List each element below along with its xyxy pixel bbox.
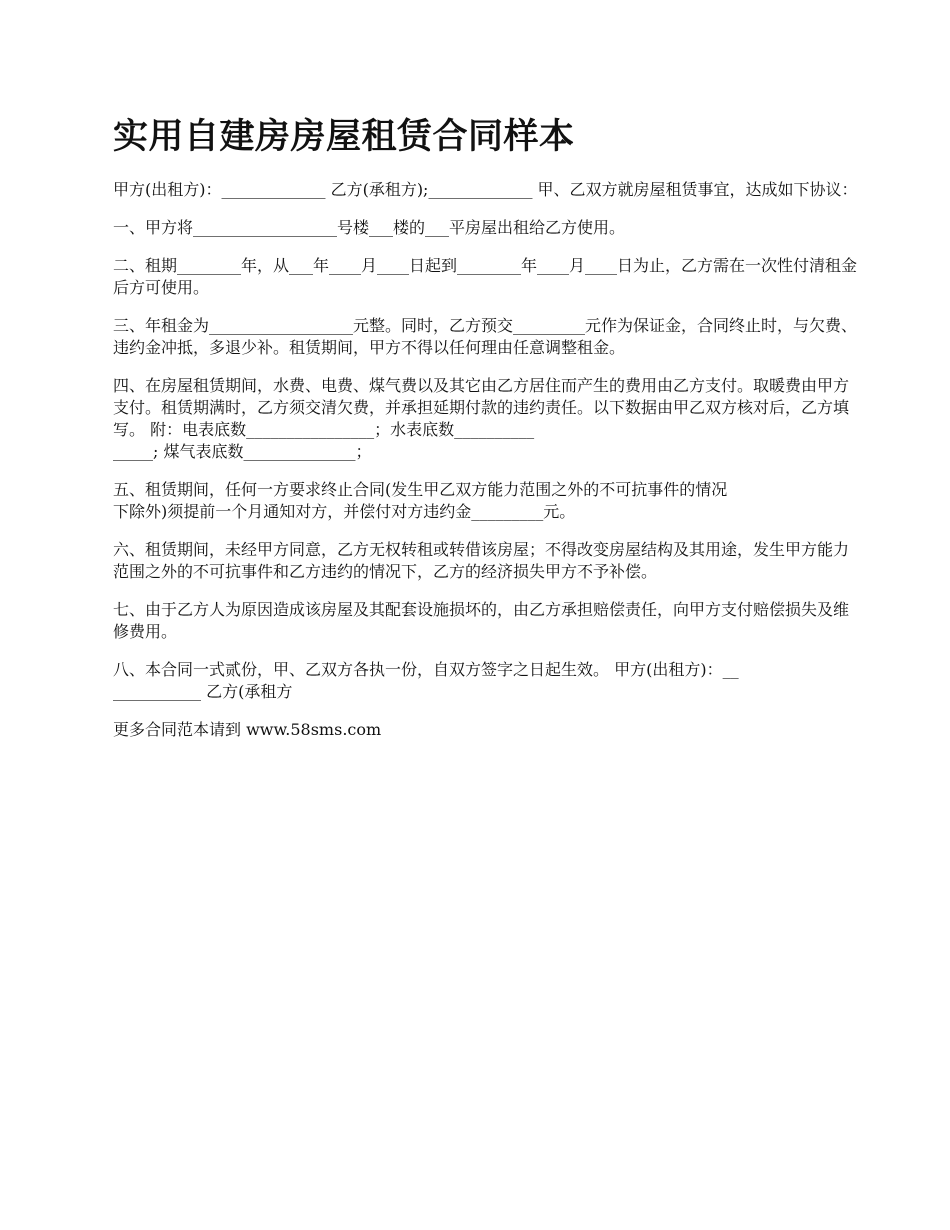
document-page	[113, 112, 858, 741]
footer-link-text: 更多合同范本请到 www.58sms.com	[113, 720, 382, 739]
paragraph-clause-8: 八、本合同一式贰份，甲、乙双方各执一份，自双方签字之日起生效。 甲方(出租方)：__ ___________ 乙方(承租方	[113, 660, 739, 701]
paragraph-clause-3: 三、年租金为__________________元整。同时，乙方预交_________元作为保证金，合同终止时，与欠费、违约金冲抵，多退少补。租赁期间，甲方不得以任何理由任意调整租金。	[113, 316, 858, 357]
paragraph-clause-1: 一、甲方将__________________号楼___楼的___平房屋出租给乙方使用。	[113, 218, 626, 237]
paragraph-clause-7: 七、由于乙方人为原因造成该房屋及其配套设施损坏的，由乙方承担赔偿责任，向甲方支付赔偿损失及维修费用。	[113, 600, 850, 641]
paragraph-clause-2: 二、租期________年，从___年____月____日起到________年____月____日为止，乙方需在一次性付清租金后方可使用。	[113, 256, 858, 297]
paragraph-clause-5: 五、租赁期间，任何一方要求终止合同(发生甲乙双方能力范围之外的不可抗事件的情况 下除外)须提前一个月通知对方，并偿付对方违约金_________元。	[113, 480, 728, 521]
paragraph-clause-6: 六、租赁期间，未经甲方同意，乙方无权转租或转借该房屋；不得改变房屋结构及其用途，发生甲方能力范围之外的不可抗事件和乙方违约的情况下，乙方的经济损失甲方不予补偿。	[113, 540, 850, 581]
paragraph-preamble: 甲方(出租方)：_____________ 乙方(承租方);_____________ 甲、乙双方就房屋租赁事宜，达成如下协议：	[113, 180, 858, 199]
paragraph-clause-4: 四、在房屋租赁期间，水费、电费、煤气费以及其它由乙方居住而产生的费用由乙方支付。取暖费由甲方支付。租赁期满时，乙方须交清欠费，并承担延期付款的违约责任。以下数据由甲乙双方核对后，乙方填写。 附：电表底数________________；水表底数__________ _____; 煤气表底数______________；	[113, 376, 850, 461]
document-title: 实用自建房房屋租赁合同样本	[113, 116, 575, 157]
